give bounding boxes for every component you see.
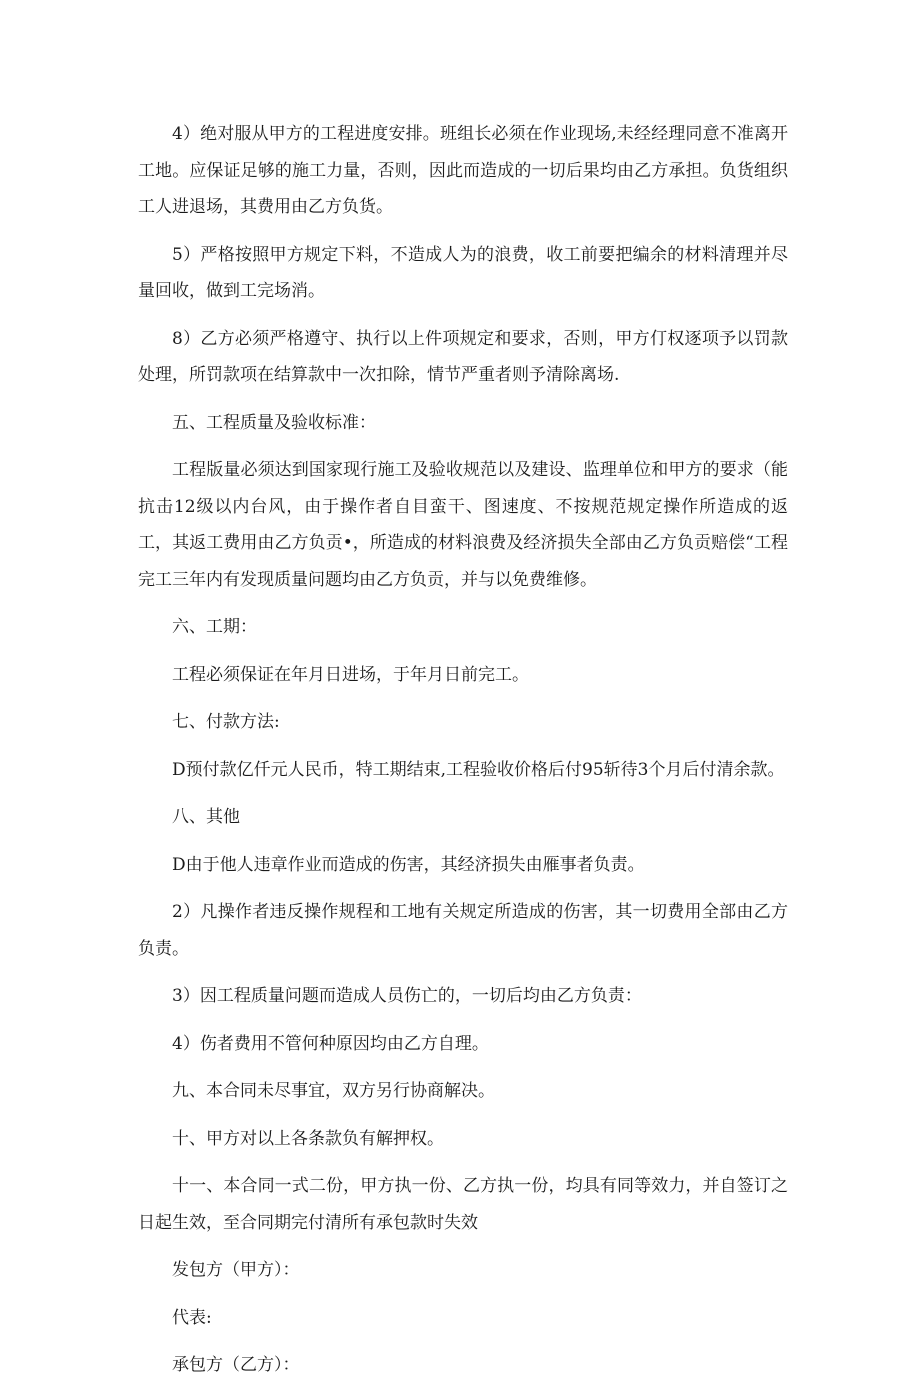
section-6-schedule-text: 工程必须保证在年月日进场，于年月日前完工。	[172, 664, 529, 685]
document-body	[138, 116, 788, 1395]
section-5-heading: 五、工程质量及验收标准：	[172, 412, 376, 433]
section-7-heading: 七、付款方法:	[172, 712, 280, 732]
representative-signature-line: 代表:	[172, 1307, 212, 1328]
section-5-quality-text: 工程版量必须达到国家现行施工及验收规范以及建设、监理单位和甲方的要求（能抗击12级以内台风，由于操作者自目蛮干、图速度、不按规范规定操作所造成的返工，其返工费用由乙方负贡•，所造成的材料浪费及经济损失全部由乙方负贡赔偿“工程完工三年内有发现质量问题均由乙方负贡，并与以免费维修。	[138, 460, 788, 590]
party-b-signature-line: 承包方（乙方）：	[172, 1355, 300, 1375]
clause-5-materials: 5）严格按照甲方规定下料，不造成人为的浪费，收工前要把编余的材料清理并尽量回收，做到工完场消。	[138, 244, 788, 301]
section-8-item-4: 4）伤者费用不管何种原因均由乙方自理。	[172, 1033, 489, 1054]
section-8-item-3: 3）因工程质量问题而造成人员伤亡的，一切后均由乙方负责：	[172, 986, 642, 1006]
section-9-text: 九、本合同未尽事宜，双方另行协商解决。	[172, 1081, 495, 1101]
clause-4-schedule: 4）绝对服从甲方的工程进度安排。班组长必须在作业现场,未经经理同意不准离开工地。应保证足够的施工力量，否则，因此而造成的一切后果均由乙方承担。负货组织工人进退场，其费用由乙方负货。	[138, 124, 788, 217]
section-11-text: 十一、本合同一式二份，甲方执一份、乙方执一份，均具有同等效力，并自签订之日起生效，至合同期完付清所有承包款时失效	[138, 1176, 788, 1233]
party-a-signature-line: 发包方（甲方）：	[172, 1260, 300, 1280]
section-8-heading: 八、其他	[172, 807, 240, 827]
section-8-item-1: D由于他人违章作业而造成的伤害，其经济损失由雁事者负责。	[172, 854, 645, 875]
section-8-item-2: 2）凡操作者违反操作规程和工地有关规定所造成的伤害，其一切费用全部由乙方负责。	[138, 902, 788, 959]
section-10-text: 十、甲方对以上各条款负有解押权。	[172, 1128, 444, 1149]
section-6-heading: 六、工期：	[172, 617, 257, 637]
section-7-payment-text: D预付款亿仟元人民币，特工期结束,工程验收价格后付95斩待3个月后付清余款。	[172, 759, 785, 780]
clause-8-penalties: 8）乙方必须严格遵守、执行以上件项规定和要求，否则，甲方仃权逐项予以罚款处理，所罚款项在结算款中一次扣除，情节严重者则予清除离场.	[138, 328, 788, 385]
